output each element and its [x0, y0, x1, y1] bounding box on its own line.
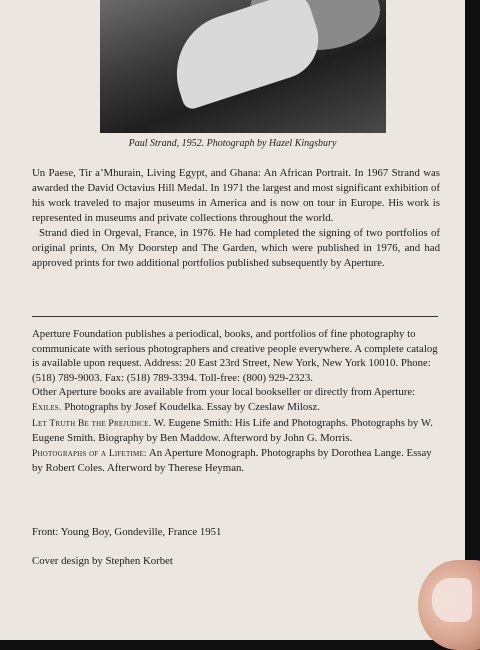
photo-caption: Paul Strand, 1952. Photograph by Hazel Kingsbury [128, 138, 337, 149]
bio-paragraph-2: Strand died in Orgeval, France, in 1976. He had completed the signing of two portfolios of original prints, On My Doorstep and The Garden, which were published in 1976, and had approved prints for two additional portfolios published subsequently by Aperture. [32, 227, 440, 269]
thumbnail-shape [432, 578, 472, 622]
front-cover-credit: Front: Young Boy, Gondeville, France 1951 [32, 526, 222, 538]
book-entry [32, 400, 440, 416]
aperture-foundation-notice [32, 327, 440, 476]
book-entry [32, 446, 440, 476]
book-title: Exiles. [32, 401, 62, 413]
foundation-other-books: Other Aperture books are available from your local bookseller or directly from Aperture: [32, 386, 416, 399]
divider-rule [32, 316, 438, 317]
book-entry [32, 416, 440, 446]
photo-collar-shape [161, 0, 328, 111]
bio-paragraph-1: Un Paese, Tir a’Mhurain, Living Egypt, and Ghana: An African Portrait. In 1967 Strand was awarded the David Octavius Hill Medal. In 1971 the largest and most significant exhibition of his work traveled to major museums in America and is now on tour in Europe. His work is represented in museums and private collections throughout the world. [32, 167, 440, 224]
book-title: Let Truth Be the Prejudice. [32, 417, 152, 429]
cover-design-credit: Cover design by Stephen Korbet [32, 555, 173, 567]
book-title: Photographs of a Lifetime: [32, 447, 147, 459]
book-details: Photographs by Josef Koudelka. Essay by Czeslaw Milosz. [61, 400, 320, 413]
book-details: W. Eugene Smith: His Life and Photographs. Photographs by W. Eugene Smith. Biography by Ben Maddow. Afterword by John G. Morris. [32, 416, 433, 445]
biography-text [32, 166, 440, 271]
foundation-intro: Aperture Foundation publishes a periodical, books, and portfolios of fine photography to communicate with serious photographers and creative people everywhere. A complete catalog is available upon request. Address: 20 East 23rd Street, New York, New York 10010. Phone: (518) 789-9003. Fax: (518) 789-3394. Toll-free: (800) 929-2323. [32, 328, 438, 384]
book-details: An Aperture Monograph. Photographs by Dorothea Lange. Essay by Robert Coles. Afterword by Therese Heyman. [32, 446, 432, 475]
portrait-photo [100, 0, 386, 133]
